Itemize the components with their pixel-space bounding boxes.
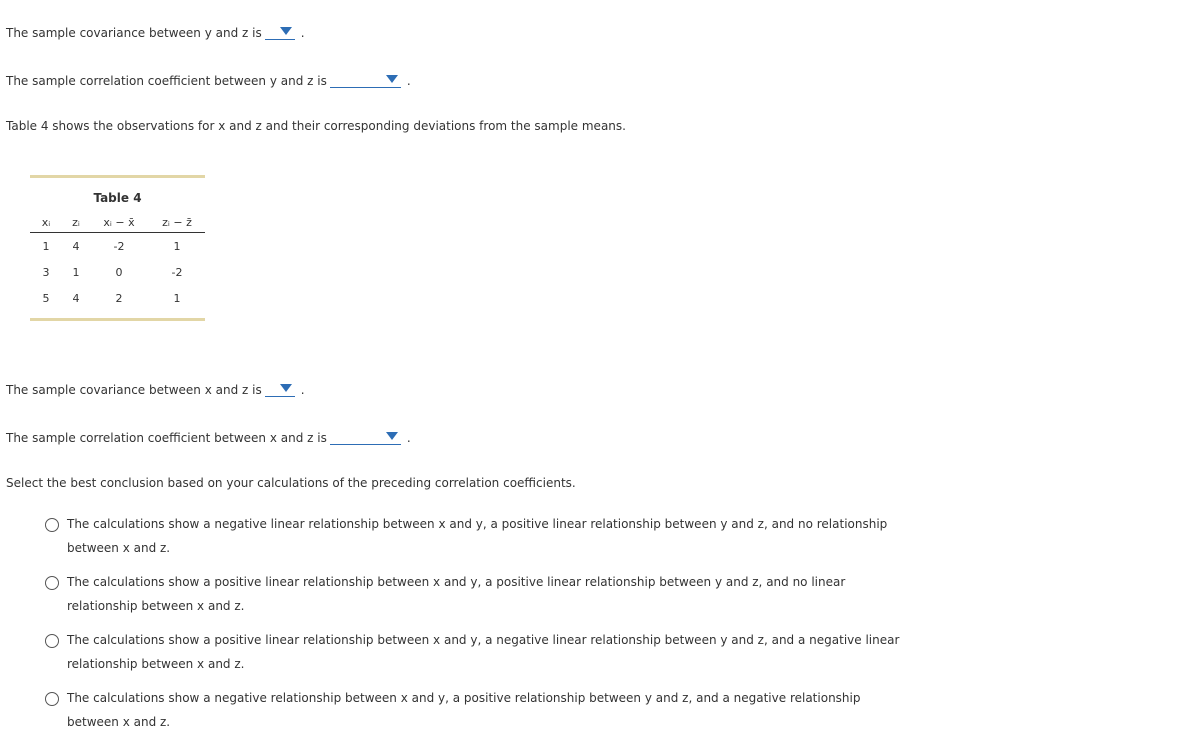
question-text: The sample correlation coefficient between y and z is [6,74,327,88]
cell-r1-xdev: -2 [113,240,125,253]
question-yz-correlation [6,70,411,89]
option-text: The calculations show a negative linear relationship between x and y, a positive linear relationship between y and z, and no relationship between x and z. [67,517,888,555]
chevron-down-icon [280,27,292,35]
chevron-down-icon [280,384,292,392]
radio-button[interactable] [45,634,59,648]
chevron-down-icon [386,75,398,83]
question-text: The sample covariance between y and z is [6,26,262,40]
conclusion-prompt: Select the best conclusion based on your calculations of the preceding correlation coefficients. [6,476,576,490]
period: . [406,74,411,88]
option-text: The calculations show a positive linear relationship between x and y, a positive linear relationship between y and z, and no linear relationship between x and z. [67,575,846,613]
question-text: The sample covariance between x and z is [6,383,262,397]
table-intro: Table 4 shows the observations for x and z and their corresponding deviations from the sample means. [6,119,626,133]
chevron-down-icon [386,432,398,440]
data-table [30,175,205,321]
table-caption: Table 4 [93,191,142,205]
cell-r2-xdev: 0 [115,266,123,279]
period: . [300,26,305,40]
radio-button[interactable] [45,518,59,532]
radio-button[interactable] [45,576,59,590]
cell-r3-xdev: 2 [115,292,123,305]
xz-covariance-dropdown[interactable] [265,382,295,397]
question-text: The sample correlation coefficient between x and z is [6,431,327,445]
cell-r3-xi: 5 [42,292,50,305]
cell-r2-xi: 3 [42,266,50,279]
xz-correlation-dropdown[interactable] [330,430,401,445]
cell-r1-zdev: 1 [173,240,181,253]
period: . [300,383,305,397]
yz-correlation-dropdown[interactable] [330,73,401,88]
period: . [406,431,411,445]
option-text: The calculations show a positive linear relationship between x and y, a negative linear relationship between y and z, and a negative linear relationship between x and z. [67,633,900,671]
cell-r3-zi: 4 [72,292,80,305]
cell-r1-xi: 1 [42,240,50,253]
header-z-deviation: zᵢ − z̄ [162,216,192,229]
header-xi: xᵢ [41,216,51,229]
cell-r2-zi: 1 [72,266,80,279]
question-xz-covariance [6,379,305,398]
option-text: The calculations show a negative relationship between x and y, a positive relationship between y and z, and a negative relationship between x and z. [67,691,861,729]
question-xz-correlation [6,427,411,446]
header-x-deviation: xᵢ − x̄ [103,216,135,229]
radio-button[interactable] [45,692,59,706]
header-rule [30,232,205,233]
header-zi: zᵢ [72,216,80,229]
cell-r3-zdev: 1 [173,292,181,305]
cell-r2-zdev: -2 [171,266,183,279]
question-yz-covariance [6,22,305,41]
yz-covariance-dropdown[interactable] [265,25,295,40]
cell-r1-zi: 4 [72,240,80,253]
